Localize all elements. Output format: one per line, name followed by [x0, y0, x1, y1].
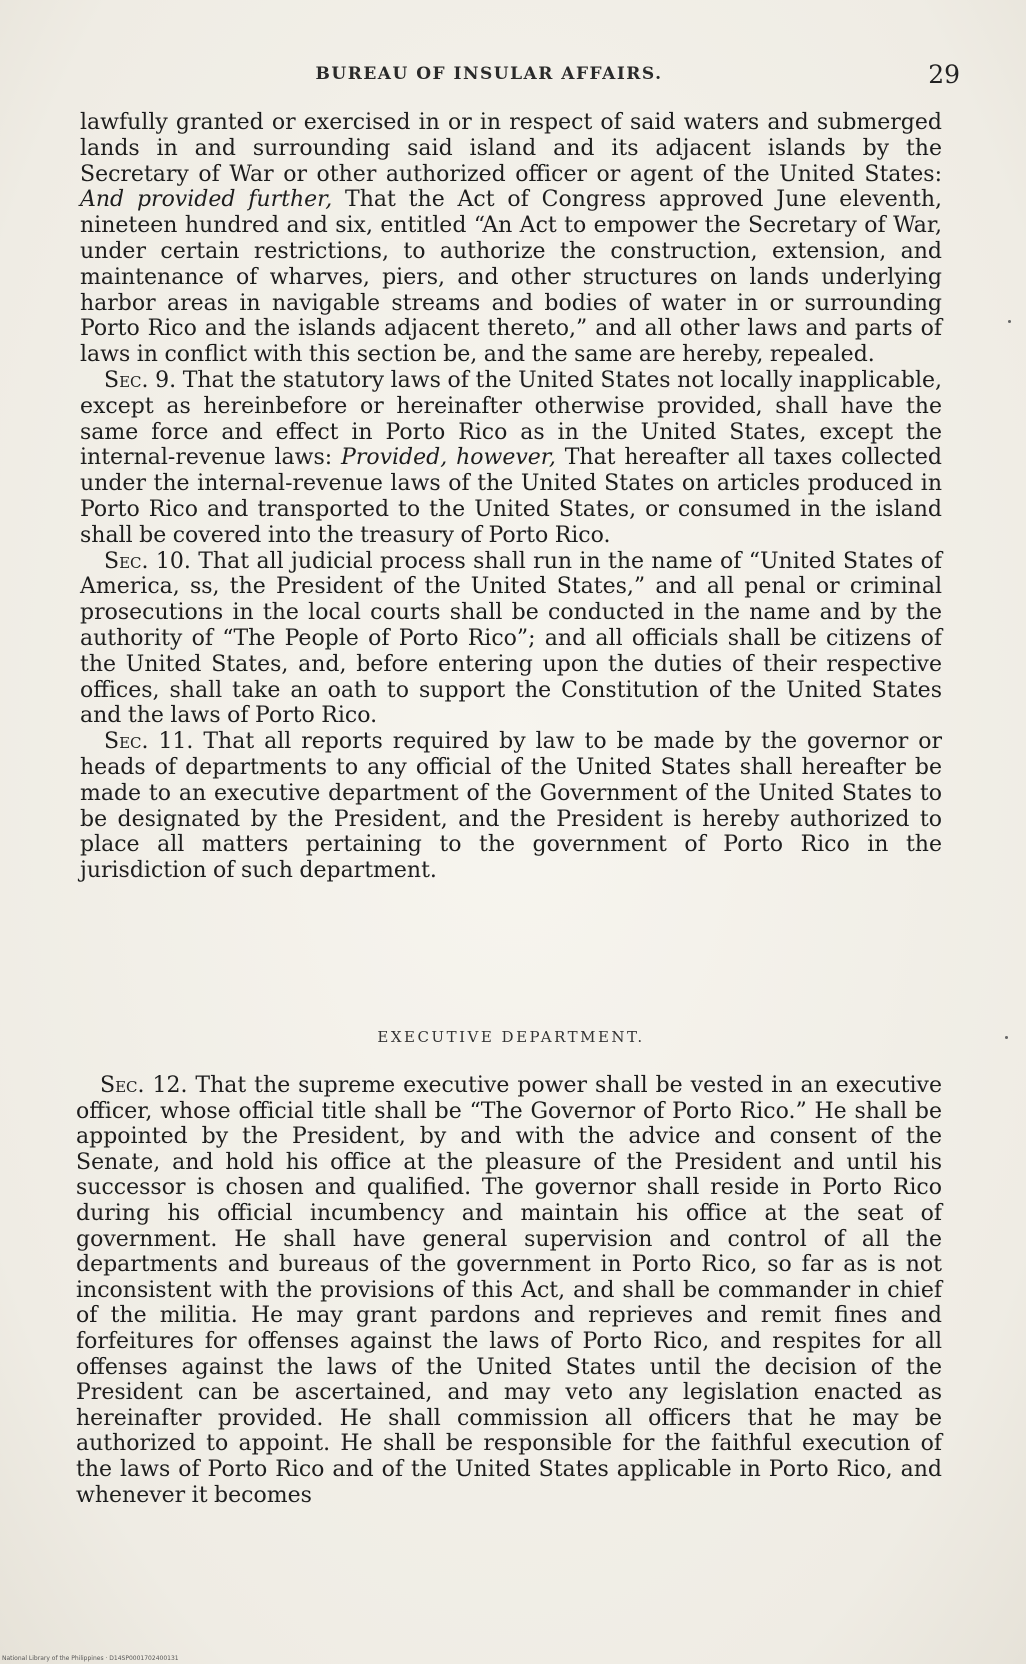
section-10-paragraph: [80, 549, 942, 730]
scan-speck: [1008, 320, 1011, 323]
section-number: Sec. 10.: [104, 548, 191, 574]
paragraph-continuation: [80, 110, 942, 368]
paragraph-italic: And provided further,: [80, 187, 333, 213]
paragraph-italic: Provided, however,: [341, 445, 556, 471]
paragraph-text: That the statutory laws of the United States not locally inapplicable, except as hereinbefore or hereinafter otherwise provided, shall have the same force and effect in Porto Rico as in the United States, except the internal-revenue laws:: [80, 367, 942, 471]
section-11-paragraph: [80, 729, 942, 884]
page-number: 29: [928, 60, 960, 89]
paragraph-text: That the supreme executive power shall be vested in an executive officer, whose official title shall be “The Governor of Porto Rico.” He shall be appointed by the President, by and with the advice and consent of the Senate, and hold his office at the pleasure of the President and until his successor is chosen and qualified. The governor shall reside in Porto Rico during his official incumbency and maintain his office at the seat of government. He shall have general supervision and control of all the departments and bureaus of the government in Porto Rico, so far as is not inconsistent with the provisions of this Act, and shall be commander in chief of the militia. He may grant pardons and reprieves and remit fines and forfeitures for offenses against the laws of Porto Rico, and respites for all offenses against the laws of the United States until the decision of the President can be ascertained, and may veto any legislation enacted as hereinafter provided. He shall commission all officers that he may be authorized to appoint. He shall be responsible for the faithful execution of the laws of Porto Rico and of the United States applicable in Porto Rico, and whenever it becomes: [76, 1073, 942, 1508]
library-stamp: National Library of the Philippines · D14SP0001702400131: [2, 1655, 179, 1662]
paragraph-text-rest: That hereafter all taxes collected under the internal-revenue laws of the United States on articles produced in Porto Rico and transported to the United States, or consumed in the island shall be covered into the treasury of Porto Rico.: [80, 445, 942, 548]
page-header: [78, 60, 960, 90]
paragraph-text: That all judicial process shall run in the name of “United States of America, ss, the President of the United States,” and all penal or criminal prosecutions in the local courts shall be conducted in the name and by the authority of “The People of Porto Rico”; and all officials shall be citizens of the United States, and, before entering upon the duties of their respective offices, shall take an oath to support the Constitution of the United States and the laws of Porto Rico.: [80, 548, 943, 729]
running-head: BUREAU OF INSULAR AFFAIRS.: [315, 64, 663, 84]
section-heading-executive-department: EXECUTIVE DEPARTMENT.: [377, 1028, 645, 1046]
section-number: Sec. 11.: [104, 729, 194, 755]
scan-speck: [1005, 1036, 1008, 1039]
paragraph-text: That all reports required by law to be made by the governor or heads of departments to any official of the United States shall hereafter be made to an executive department of the Government of the United States to be designated by the President, and the President is hereby authorized to place all matters pertaining to the government of Porto Rico in the jurisdiction of such department.: [80, 729, 942, 884]
paragraph-text-rest: That the Act of Congress approved June eleventh, nineteen hundred and six, entitled “An Act to empower the Secretary of War, under certain restrictions, to authorize the construction, extension, and maintenance of wharves, piers, and other structures on lands underlying harbor areas in navigable streams and bodies of water in or surrounding Porto Rico and the islands adjacent thereto,” and all other laws and parts of laws in conflict with this section be, and the same are hereby, repealed.: [80, 187, 942, 368]
section-9-paragraph: [80, 368, 942, 549]
section-number: Sec. 12.: [100, 1073, 188, 1098]
body-text-bottom: [76, 1073, 942, 1508]
section-12-paragraph: [76, 1073, 942, 1508]
paragraph-text: lawfully granted or exercised in or in respect of said waters and submerged lands in and surrounding said island and its adjacent islands by the Secretary of War or other authorized officer or agent of the United States:: [80, 110, 942, 187]
section-number: Sec. 9.: [104, 367, 177, 393]
body-text-top: [80, 110, 942, 884]
